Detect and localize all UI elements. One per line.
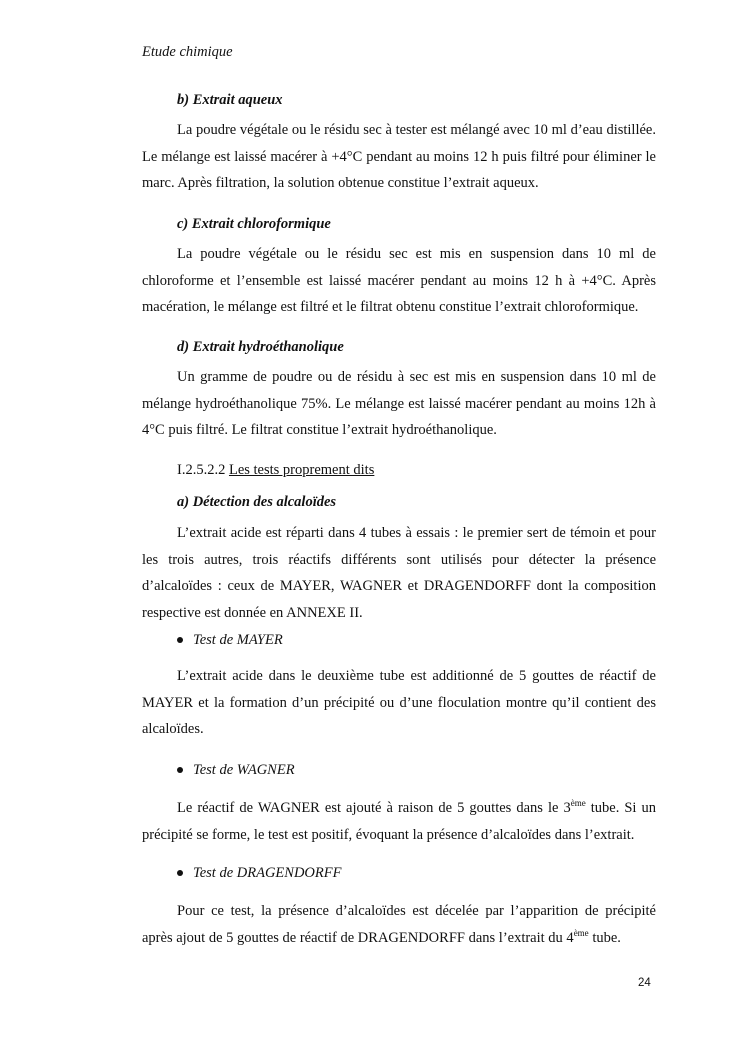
paragraph-extrait-aqueux: La poudre végétale ou le résidu sec à tester est mélangé avec 10 ml d’eau distillée. Le mélange est laissé macérer à +4°C pendant au moins 12 h puis filtré pour éliminer le marc. Après filtration, la solution obtenue constitue l’extrait aqueux. (142, 122, 656, 191)
paragraph-test-wagner (142, 795, 656, 848)
page-number: 24 (638, 977, 651, 989)
bullet-label: Test de WAGNER (193, 762, 295, 778)
paragraph-test-mayer: L’extrait acide dans le deuxième tube est additionné de 5 gouttes de réactif de MAYER et la formation d’un précipité ou d’une floculation montre qu’il contient des alcaloïdes. (142, 668, 656, 737)
text-run: Le réactif de WAGNER est ajouté à raison de 5 gouttes dans le 3 (177, 800, 571, 816)
text-run: tube. (588, 929, 621, 946)
bullet-dot-icon (177, 870, 183, 876)
paragraph-detection-alcaloides: L’extrait acide est réparti dans 4 tubes à essais : le premier sert de témoin et pour les trois autres, trois réactifs différents sont utilisés pour détecter la présence d’alcaloïdes : ceux de MAYER, WAGNER et DRAGENDORFF dont la composition respective est donnée en ANNEXE II. (142, 525, 656, 621)
subsection-number: I.2.5.2.2 (177, 462, 229, 478)
text-run: Pour ce test, la présence d’alcaloïdes est décelée par l’apparition de précipité après ajout de 5 gouttes de réactif de DRAGENDORFF dans l’extrait du 4 (142, 903, 656, 946)
paragraph-test-dragendorff (142, 898, 656, 951)
subsection-title (177, 462, 374, 479)
bullet-test-wagner (177, 762, 295, 779)
running-header: Etude chimique (142, 44, 233, 60)
text-run: tube. Si un précipité se forme, le test est positif, évoquant la présence d’alcaloïdes dans l’extrait. (142, 800, 656, 843)
bullet-label: Test de DRAGENDORFF (193, 865, 342, 881)
paragraph-extrait-chloroformique: La poudre végétale ou le résidu sec est mis en suspension dans 10 ml de chloroforme et l’ensemble est laissé macérer pendant au moins 12 h à +4°C. Après macération, le mélange est filtré et le filtrat obtenu constitue l’extrait chloroformique. (142, 246, 656, 315)
superscript: ème (573, 927, 589, 938)
heading-extrait-aqueux: b) Extrait aqueux (177, 92, 283, 108)
superscript: ème (570, 798, 586, 809)
bullet-test-mayer (177, 632, 283, 649)
bullet-test-dragendorff (177, 865, 341, 882)
heading-extrait-hydroethanolique: d) Extrait hydroéthanolique (177, 339, 344, 355)
bullet-label: Test de MAYER (193, 632, 283, 648)
paragraph-extrait-hydroethanolique: Un gramme de poudre ou de résidu à sec est mis en suspension dans 10 ml de mélange hydroéthanolique 75%. Le mélange est laissé macérer pendant au moins 12h à 4°C puis filtré. Le filtrat constitue l’extrait hydroéthanolique. (142, 369, 656, 438)
bullet-dot-icon (177, 767, 183, 773)
heading-extrait-chloroformique: c) Extrait chloroformique (177, 216, 331, 232)
heading-detection-alcaloides: a) Détection des alcaloïdes (177, 494, 337, 510)
subsection-name: Les tests proprement dits (228, 462, 375, 478)
bullet-dot-icon (177, 637, 183, 643)
